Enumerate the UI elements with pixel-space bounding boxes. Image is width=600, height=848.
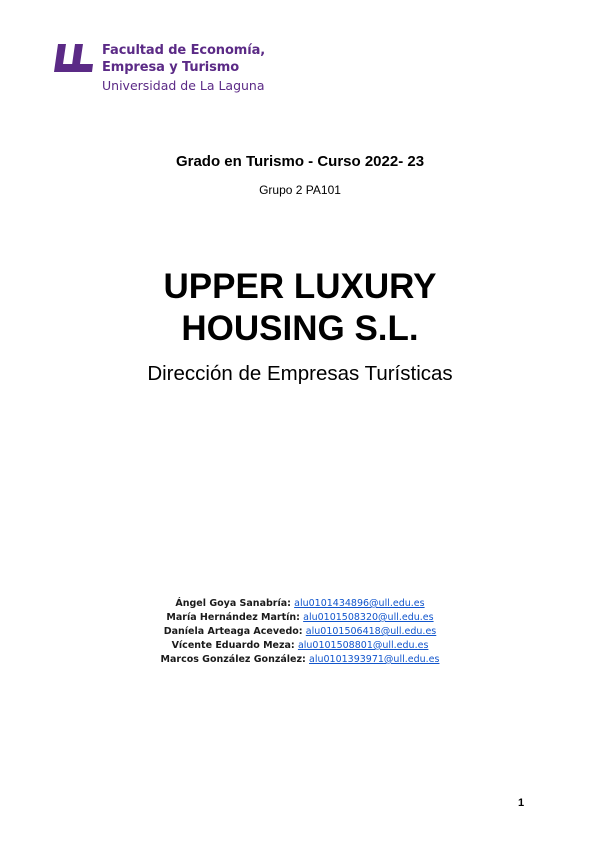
logo-faculty-name: Facultad de Economía, — [102, 43, 266, 58]
page-number: 1 — [518, 797, 525, 809]
course-heading: Grado en Turismo - Curso 2022- 23 — [175, 153, 425, 170]
author-name: Daníela Arteaga Acevedo: — [163, 626, 303, 637]
author-row — [0, 639, 600, 653]
author-email-link[interactable]: alu0101508801@ull.edu.es — [297, 640, 429, 651]
document-title — [0, 266, 600, 350]
logo-faculty-name-2: Empresa y Turismo — [102, 60, 240, 75]
author-row — [0, 625, 600, 639]
author-row — [0, 611, 600, 625]
title-line-1: UPPER LUXURY — [163, 267, 437, 306]
author-row — [0, 597, 600, 611]
faculty-logo — [54, 42, 294, 96]
author-email-link[interactable]: alu0101508320@ull.edu.es — [303, 612, 434, 623]
logo-university-name: Universidad de La Laguna — [102, 78, 265, 93]
document-subtitle: Dirección de Empresas Turísticas — [147, 362, 453, 385]
author-email-link[interactable]: alu0101506418@ull.edu.es — [305, 626, 437, 637]
author-name: Ángel Goya Sanabría: — [175, 598, 291, 609]
group-label: Grupo 2 PA101 — [259, 183, 341, 197]
author-row — [0, 653, 600, 667]
author-name: Marcos González González: — [160, 654, 306, 665]
author-email-link[interactable]: alu0101434896@ull.edu.es — [294, 598, 425, 609]
ull-logo-icon — [54, 42, 94, 74]
author-email-link[interactable]: alu0101393971@ull.edu.es — [309, 654, 440, 665]
title-line-2: HOUSING S.L. — [181, 309, 419, 348]
author-name: María Hernández Martín: — [166, 612, 300, 623]
author-name: Vícente Eduardo Meza: — [171, 640, 295, 651]
authors-list — [0, 597, 600, 667]
